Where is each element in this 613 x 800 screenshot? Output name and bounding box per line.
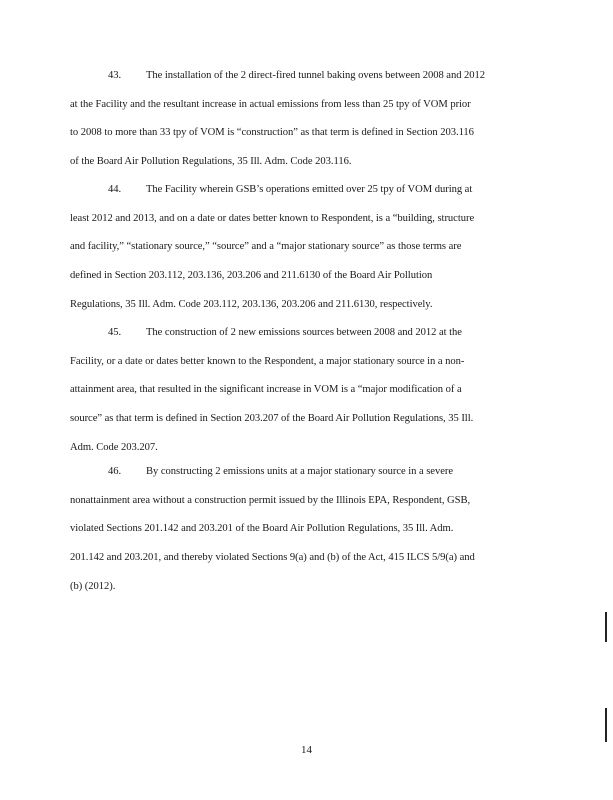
paragraph-line: 44. The Facility wherein GSB’s operations emitted over 25 tpy of VOM during at: [70, 176, 548, 205]
paragraph-46: [70, 458, 548, 601]
paragraph-line: Adm. Code 203.207.: [70, 441, 158, 453]
paragraph-line: attainment area, that resulted in the significant increase in VOM is a “major modification of a: [70, 384, 462, 396]
paragraph-line: of the Board Air Pollution Regulations, 35 Ill. Adm. Code 203.116.: [70, 156, 352, 168]
paragraph-line: at the Facility and the resultant increase in actual emissions from less than 25 tpy of VOM prior: [70, 98, 471, 110]
paragraph-line: source” as that term is defined in Section 203.207 of the Board Air Pollution Regulations, 35 Ill.: [70, 413, 474, 425]
paragraph-line: defined in Section 203.112, 203.136, 203.206 and 211.6130 of the Board Air Pollution: [70, 270, 433, 282]
paragraph-line: and facility,” “stationary source,” “source” and a “major stationary source” as those terms are: [70, 241, 462, 253]
paragraph-line: (b) (2012).: [70, 580, 116, 592]
paragraph-line: Facility, or a date or dates better known to the Respondent, a major stationary source in a non-: [70, 355, 465, 367]
paragraph-44: [70, 176, 548, 319]
page-number: 14: [301, 744, 312, 756]
paragraph-number: 45.: [108, 327, 122, 338]
paragraph-line: 45. The construction of 2 new emissions sources between 2008 and 2012 at the: [70, 319, 548, 348]
paragraph-45: [70, 319, 548, 462]
paragraph-line: least 2012 and 2013, and on a date or dates better known to Respondent, is a “building, structure: [70, 212, 475, 224]
paragraph-line: Regulations, 35 Ill. Adm. Code 203.112, 203.136, 203.206 and 211.6130, respectively.: [70, 298, 433, 310]
paragraph-line: to 2008 to more than 33 tpy of VOM is “construction” as that term is defined in Section 203.116: [70, 127, 474, 139]
paragraph-number: 43.: [108, 70, 122, 81]
paragraph-line: 201.142 and 203.201, and thereby violated Sections 9(a) and (b) of the Act, 415 ILCS 5/9(a) and: [70, 552, 475, 564]
paragraph-line: violated Sections 201.142 and 203.201 of the Board Air Pollution Regulations, 35 Ill. Adm.: [70, 523, 454, 535]
scan-edge-mark: [605, 708, 607, 742]
scan-edge-mark: [605, 612, 607, 642]
paragraph-number: 44.: [108, 184, 122, 195]
paragraph-number: 46.: [108, 466, 122, 477]
paragraph-line: 43. The installation of the 2 direct-fired tunnel baking ovens between 2008 and 2012: [70, 62, 548, 91]
paragraph-line: 46. By constructing 2 emissions units at a major stationary source in a severe: [70, 458, 548, 487]
paragraph-43: [70, 62, 548, 177]
paragraph-line: nonattainment area without a construction permit issued by the Illinois EPA, Respondent, GSB,: [70, 494, 471, 506]
